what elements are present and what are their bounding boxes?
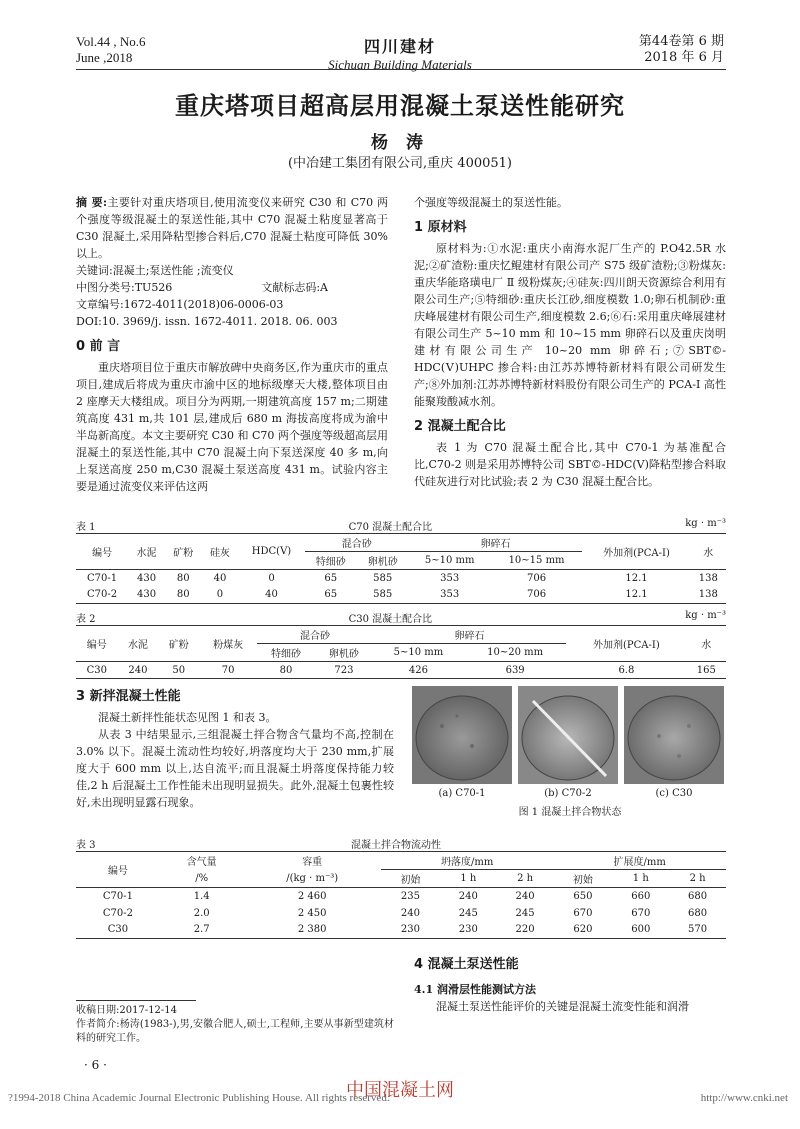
table-cell: 0 [216,589,224,601]
table-cell: 40 [213,572,227,584]
table-cell: 430 [136,572,157,584]
table-1-header: 硅灰 [209,548,230,559]
section-0-heading: 0 前 言 [76,339,121,354]
table-cell: 245 [515,907,535,919]
table-2-header: 粉煤灰 [213,640,244,651]
table-3-caption: 混凝土拌合物流动性 [351,840,441,851]
table-cell: 165 [696,664,716,676]
footnote-rule [76,1000,196,1001]
table-1-header: 编号 [92,548,113,559]
doi: DOI:10. 3969/j. issn. 1672-4011. 2018. 06. 003 [76,315,338,328]
table-cell: 620 [573,924,593,936]
section-4-heading: 4 混凝土泵送性能 [414,957,519,972]
table-cell: 2.0 [193,907,210,919]
table-2-header: 矿粉 [168,640,189,651]
table-3-header: 坍落度/mm [381,852,553,870]
table-1-unit: kg · m⁻³ [685,518,726,529]
table-cell: 680 [688,907,708,919]
page-number: · 6 · [84,1058,107,1072]
table-2-subheader: 10~20 mm [487,647,544,658]
footnote [76,1004,394,1046]
table-cell: 220 [515,924,535,936]
table-cell: 50 [172,664,186,676]
table-2-subheader: 5~10 mm [393,647,444,658]
table-3-header: 含气量 [186,857,217,869]
table-1-subheader: 特细砂 [315,557,346,568]
table-cell: 670 [631,907,651,919]
table-cell: C70-1 [102,890,133,902]
header-center [300,34,500,73]
table-3-subheader: 1 h [632,873,649,884]
section-4 [414,956,726,1015]
table-cell: 240 [400,907,420,919]
fresh-concrete-photo-c70-1 [412,686,512,784]
figure-1-caption: 图 1 混凝土拌合物状态 [518,807,622,818]
table-3-grid [76,851,726,939]
table-cell: 706 [527,572,547,584]
abstract-label: 摘 要: [76,196,108,209]
received-date: 收稿日期:2017-12-14 [76,1005,178,1016]
table-cell: 240 [515,890,535,902]
header-rule [76,69,726,70]
abstract [76,194,388,262]
table-2-header: 外加剂(PCA-Ⅰ) [593,640,660,651]
section-1-heading: 1 原材料 [414,220,467,235]
section-4-paragraph: 混凝土泵送性能评价的关键是混凝土流变性能和润滑 [436,1000,689,1013]
table-cell: 670 [573,907,593,919]
table-1-subheader: 10~15 mm [508,555,565,566]
table-cell: 235 [400,890,420,902]
table-1-grid [76,533,726,604]
section-0-paragraph: 重庆塔项目位于重庆市解放碑中央商务区,作为重庆市的重点项目,建成后将成为重庆市渝中区的地标级摩天大楼,整体项目由 2 座摩天大楼组成。项目分为两期,一期建筑高度 157 m;二期建筑高度 431 m,共 101 层,建成后 680 m 海拔高度将成为渝中半岛新高度。本文主要研究 C30 和 C70 两个强度等级超高层用混凝土的泵送性能,其中 C70 混凝土向下泵送深度 40 多 m,向上泵送高度 250 m,C30 混凝土泵送高度 431 m。试验内容主要是通过流变仪来评估这两 [76,361,388,493]
section-2-paragraph: 表 1 为 C70 混凝土配合比,其中 C70-1 为基准配合比,C70-2 则是采用苏博特公司 SBT©-HDC(Ⅴ)降粘型掺合料取代硅灰进行对比试验;表 2 为 C30 混凝土配合比。 [414,441,726,488]
table-cell: 2 450 [297,907,327,919]
figure-1 [412,686,728,818]
table-cell: 80 [279,664,293,676]
table-2-grid [76,625,726,679]
table-1-subheader: 卵机砂 [367,557,398,568]
table-cell: 585 [373,589,393,601]
figure-1-panel-a [412,686,512,799]
table-2-header: 水 [701,640,712,651]
copyright: ?1994-2018 China Academic Journal Electronic Publishing House. All rights reserved. [8,1092,390,1104]
table-3-label: 表 3 [76,840,96,851]
table-row [76,888,726,905]
table-cell: 660 [631,890,651,902]
table-cell: 245 [458,907,478,919]
table-cell: 65 [324,572,338,584]
document-code: 文献标志码:A [261,281,328,294]
table-2-header: 水泥 [127,640,148,651]
volume-number-cn: 第44卷第 6 期 [638,34,724,49]
cnki-url[interactable]: http://www.cnki.net [700,1092,788,1104]
fresh-concrete-photo-c30 [624,686,724,784]
table-cell: 230 [400,924,420,936]
author-name: 杨 涛 [371,133,429,153]
table-cell: 230 [458,924,478,936]
figure-1-sub-a: (a) C70-1 [438,788,486,799]
table-1-header: 外加剂(PCA-Ⅰ) [603,548,670,559]
table-cell: 600 [631,924,651,936]
volume-number: Vol.44 , No.6 [76,34,146,49]
table-cell: 40 [265,589,278,601]
journal-logo: 四川建材 [363,37,436,56]
clc-number: 中图分类号:TU526 [76,281,173,294]
table-cell: 0 [268,572,275,584]
table-3-subheader: 2 h [517,873,534,884]
right-column-top [414,194,726,490]
table-2-caption: C30 混凝土配合比 [348,614,433,625]
figure-1-sub-c: (c) C30 [655,788,693,799]
keywords: 关键词:混凝土;泵送性能 ;流变仪 [76,264,234,277]
table-3-caption-row [76,836,726,851]
table-cell: 70 [221,664,235,676]
figure-1-panel-b [518,686,618,799]
table-1-header: 水泥 [136,548,157,559]
abstract-text: 主要针对重庆塔项目,使用流变仪来研究 C30 和 C70 两个强度等级混凝土的泵送性能,其中 C70 混凝土粘度显著高于 C30 混凝土,采用降粘型掺合料后,C70 混凝土粘度可降低 30% 以上。 [76,196,388,260]
table-cell: 6.8 [618,664,635,676]
table-cell: 353 [440,572,460,584]
table-cell: 138 [698,589,718,601]
issue-date: June ,2018 [76,50,133,65]
table-cell: 80 [176,589,190,601]
left-column-top [76,194,388,495]
figure-1-panel-c [624,686,724,799]
table-cell: 570 [688,924,708,936]
section-3-paragraph-2: 从表 3 中结果显示,三组混凝土拌合物含气量均不高,控制在 3.0% 以下。混凝土流动性均较好,坍落度均大于 230 mm,扩展度大于 600 mm 以上,达自流平;而且混凝土坍落度保持能力较佳,2 h 后混凝土工作性能未出现明显损失。此外,混凝土包裹性较好,未出现明显露石现象。 [76,728,394,809]
table-1-header: 卵碎石 [409,534,583,552]
table-3-subheader: /% [195,872,209,884]
table-cell: 65 [324,589,338,601]
section-3 [76,688,394,811]
section-1-paragraph: 原材料为:①水泥:重庆小南海水泥厂生产的 P.O42.5R 水泥;②矿渣粉:重庆忆鲲建材有限公司产 S75 级矿渣粉;③粉煤灰:重庆华能珞璜电厂 Ⅱ 级粉煤灰;④硅灰:四川朗天资源综合利用有限公司生产;⑤特细砂:重庆长江砂,细度模数 1.0;卵石机制砂:重庆峰展建材有限公司生产,细度模数 2.6;⑥石:采用重庆峰展建材有限公司生产 5~10 mm 和 10~15 mm 卵碎石以及重庆岗明建材有限公司生产 10~20 mm 卵碎石;⑦SBT©-HDC(Ⅴ)UHPC 掺合料:由江苏苏博特新材料有限公司研发生产;⑧外加剂:江苏苏博特新材料股份有限公司生产的 PCA-Ⅰ 高性能聚羧酸减水剂。 [414,242,726,408]
table-3-subheader: 1 h [460,873,477,884]
table-cell: 353 [440,589,460,601]
table-3-header: 扩展度/mm [553,852,726,870]
table-cell: 12.1 [625,572,648,584]
header-right [639,34,724,66]
watermark: 中国混凝土网 [346,1080,454,1101]
table-cell: 12.1 [625,589,648,601]
table-3-subheader: 2 h [689,873,706,884]
table-3-header: 容重 [302,857,323,869]
table-row [76,922,726,939]
table-3-subheader: 初始 [400,875,421,886]
table-cell: 1.4 [193,890,210,902]
author-bio: 作者简介:杨涛(1983-),男,安徽合肥人,硕士,工程师,主要从事新型建筑材料的研究工作。 [76,1019,394,1044]
table-cell: 240 [128,664,148,676]
table-cell: 2 380 [297,924,327,936]
table-3-subheader: /(kg · m⁻³) [286,872,339,884]
section-3-paragraph-1: 混凝土新拌性能状态见图 1 和表 3。 [98,711,277,724]
table-1-caption-row [76,518,726,533]
table-1-label: 表 1 [76,522,96,533]
fresh-concrete-photo-c70-2 [518,686,618,784]
table-cell: 585 [373,572,393,584]
table-3-subheader: 初始 [572,875,593,886]
article-title: 重庆塔项目超高层用混凝土泵送性能研究 [175,92,625,120]
table-row [76,587,726,604]
section-3-heading: 3 新拌混凝土性能 [76,689,181,704]
table-1-header: 矿粉 [173,548,194,559]
table-2-header: 混合砂 [257,626,373,644]
affiliation: (中冶建工集团有限公司,重庆 400051) [287,156,513,171]
figure-1-photos [412,686,728,799]
table-1-subheader: 5~10 mm [424,555,475,566]
section-2-heading: 2 混凝土配合比 [414,419,506,434]
table-2-caption-row [76,610,726,625]
table-1 [76,518,726,604]
table-cell: 80 [176,572,190,584]
table-cell: 2 460 [297,890,327,902]
intro-continuation: 个强度等级混凝土的泵送性能。 [414,196,568,209]
table-cell: C70-2 [102,907,133,919]
table-cell: 240 [458,890,478,902]
table-cell: 430 [136,589,157,601]
table-cell: 706 [527,589,547,601]
table-2-label: 表 2 [76,614,96,625]
journal-name-en: Sichuan Building Materials [328,57,472,72]
table-1-caption: C70 混凝土配合比 [348,522,433,533]
table-3 [76,836,726,939]
table-row [76,905,726,922]
header-left [76,34,145,66]
table-1-header: HDC(Ⅴ) [251,546,292,557]
table-cell: C70-1 [87,572,118,584]
table-cell: C70-2 [87,589,118,601]
table-cell: 426 [408,664,428,676]
table-cell: 723 [334,664,354,676]
table-1-header: 水 [703,548,714,559]
figure-1-sub-b: (b) C70-2 [544,788,592,799]
table-row [76,662,726,679]
section-4-1-heading: 4.1 润滑层性能测试方法 [414,983,536,996]
table-2-header: 卵碎石 [373,626,566,644]
table-cell: 680 [688,890,708,902]
table-cell: 138 [698,572,718,584]
table-cell: C30 [107,924,129,936]
table-2-header: 编号 [86,640,107,651]
table-1-header: 混合砂 [305,534,409,552]
table-2-subheader: 卵机砂 [328,649,359,660]
issue-date-cn: 2018 年 6 月 [644,50,724,65]
article-number: 文章编号:1672-4011(2018)06-0006-03 [76,298,284,311]
table-3-header: 编号 [107,866,128,877]
table-cell: 2.7 [193,924,210,936]
table-row [76,570,726,587]
table-2 [76,610,726,679]
table-cell: 650 [573,890,593,902]
table-cell: C30 [86,664,107,676]
classification-row [76,279,388,296]
table-cell: 639 [505,664,525,676]
table-2-unit: kg · m⁻³ [685,610,726,621]
table-2-subheader: 特细砂 [271,649,302,660]
